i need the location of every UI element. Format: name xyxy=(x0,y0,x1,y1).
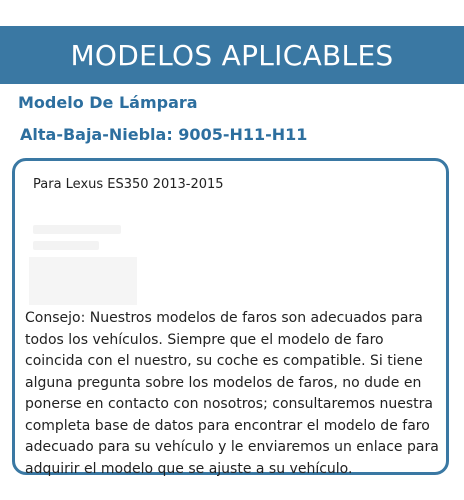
applicable-vehicle: Para Lexus ES350 2013-2015 xyxy=(33,177,224,192)
faint-text-block xyxy=(29,257,137,305)
header-banner xyxy=(0,26,464,84)
faint-text-line xyxy=(33,241,99,250)
faint-text-line xyxy=(33,225,121,234)
banner-title: MODELOS APLICABLES xyxy=(70,38,394,72)
bulb-spec: Alta-Baja-Niebla: 9005-H11-H11 xyxy=(20,125,308,144)
top-margin xyxy=(0,0,464,26)
advice-paragraph: Consejo: Nuestros modelos de faros son adecuados para todos los vehículos. Siempre que el modelo de faro coincida con el nuestro, su coche es compatible. Si tiene alguna pregunta sobre los modelos de faros, no dude en ponerse en contacto con nosotros; consultaremos nuestra completa base de datos para encontrar el modelo de faro adecuado para su vehículo y le enviaremos un enlace para adquirir el modelo que se ajuste a su vehículo. xyxy=(25,310,439,477)
compatibility-box xyxy=(12,158,449,475)
lamp-model-heading: Modelo De Lámpara xyxy=(18,93,198,112)
